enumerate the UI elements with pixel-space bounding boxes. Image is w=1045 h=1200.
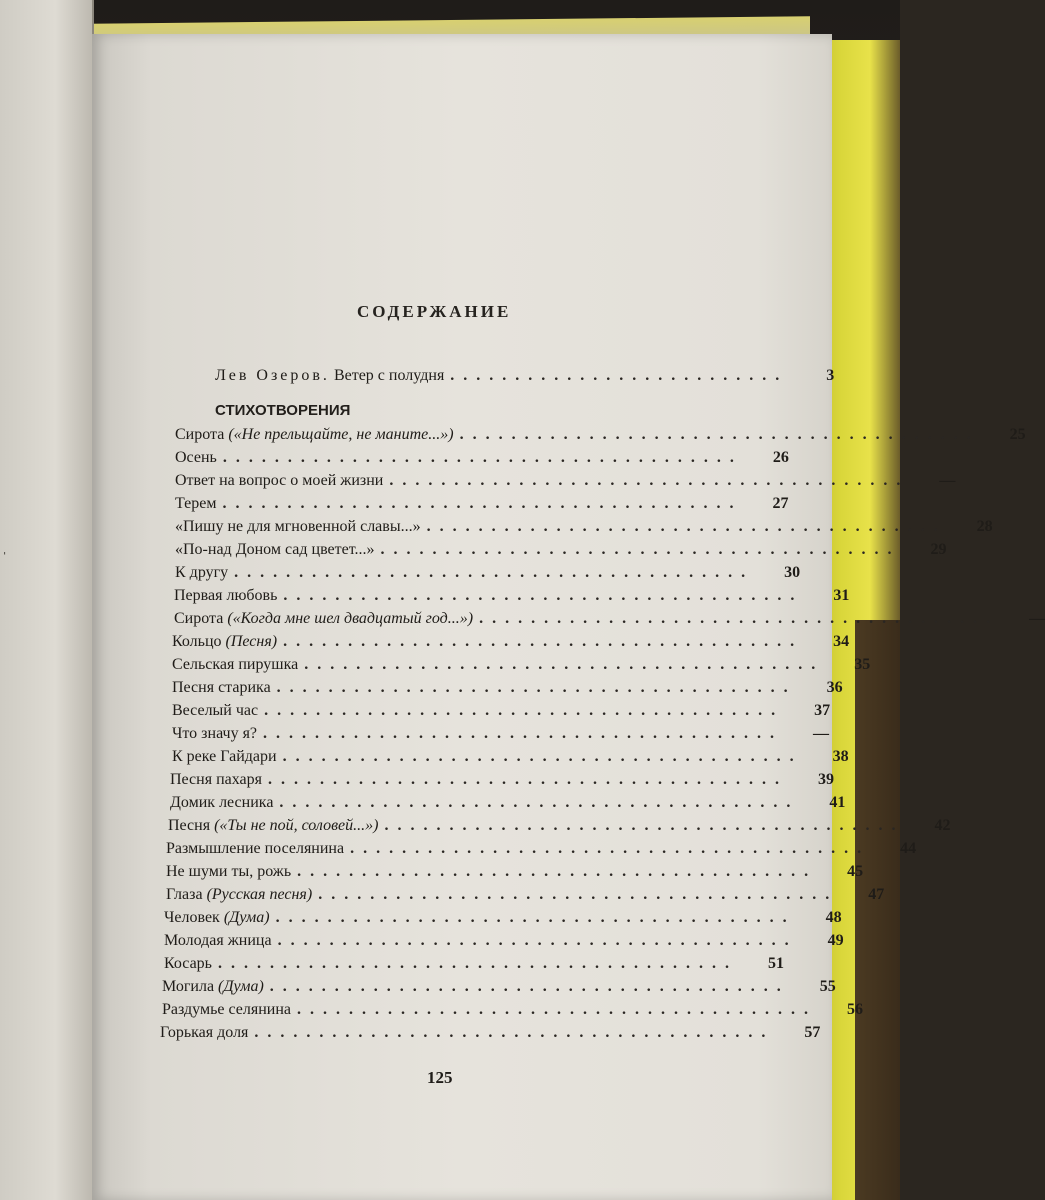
leader-dots: ........................................ (459, 426, 980, 443)
toc-entry-page: 56 (847, 1001, 864, 1018)
toc-entry (172, 702, 831, 722)
contents-heading: СОДЕРЖАНИЕ (357, 302, 512, 321)
leader-dots: ........................................ (426, 518, 947, 535)
poem-title: Домик лесника (170, 794, 274, 811)
toc-entry-page: — (813, 725, 830, 742)
leader-dots: ........................................ (304, 656, 825, 673)
leader-dots: ........................................ (279, 794, 800, 811)
toc-entry-title (172, 633, 277, 651)
toc-entry (172, 633, 850, 653)
poem-subtitle: (Русская песня) (206, 886, 313, 903)
toc-entry-title (162, 1001, 291, 1019)
toc-entry (168, 817, 951, 837)
poem-subtitle: (Дума) (223, 909, 270, 926)
poem-title: Первая любовь (174, 587, 278, 604)
toc-entry-title (175, 472, 383, 490)
toc-entry-title (174, 587, 277, 605)
toc-entry-page: 57 (804, 1024, 821, 1041)
leader-dots: ........................................ (283, 587, 804, 604)
toc-entry-title (166, 863, 291, 881)
toc-entry-title (164, 909, 270, 927)
toc-entry-page: 27 (772, 495, 789, 512)
toc-entry-page: 34 (833, 633, 850, 650)
toc-entry (175, 541, 947, 561)
toc-entry-title (175, 426, 454, 444)
toc-entry (166, 886, 885, 906)
toc-entry (172, 748, 849, 768)
leader-dots: ........................................ (350, 840, 871, 857)
toc-entry-page: 38 (832, 748, 849, 765)
toc-entry-title (164, 932, 272, 950)
toc-entry-page: 25 (1009, 426, 1026, 443)
toc-entry (164, 955, 784, 975)
toc-entry (175, 426, 1026, 446)
toc-entry-title (164, 955, 212, 973)
toc-entry (175, 518, 993, 538)
leader-dots: ........................................ (479, 610, 1000, 627)
poem-title: К другу (175, 564, 229, 581)
toc-entry-page: 55 (819, 978, 836, 995)
poem-title: Не шуми ты, рожь (166, 863, 292, 880)
poem-title: Могила (162, 978, 219, 995)
toc-entry (166, 840, 917, 860)
toc-entry (164, 909, 842, 929)
leader-dots: ........................................ (268, 771, 788, 788)
toc-entry-title (170, 771, 262, 789)
toc-entry-title (172, 679, 271, 697)
toc-entry-page: 44 (900, 840, 917, 857)
poem-title: Кольцо (172, 633, 226, 650)
poem-title: Горькая доля (160, 1024, 249, 1041)
poem-title: Что значу я? (172, 725, 258, 742)
toc-entry-title (172, 656, 298, 674)
toc-entry-page: 28 (976, 518, 993, 535)
leader-dots: ........................................ (254, 1024, 775, 1041)
leader-dots: ........................................ (276, 679, 797, 696)
poem-title: К реке Гайдари (172, 748, 277, 765)
leader-dots: ........................................ (222, 449, 743, 466)
toc-entry-page: 35 (854, 656, 871, 673)
leader-dots: ........................................ (283, 633, 804, 650)
left-facing-page (0, 0, 94, 1200)
toc-entry-page: 41 (829, 794, 846, 811)
poem-title: Сельская пирушка (172, 656, 299, 673)
toc-entry-title (160, 1024, 248, 1042)
poem-title: «По-над Доном сад цветет...» (175, 541, 375, 558)
toc-entry-page: 39 (818, 771, 834, 788)
poem-title: Веселый час (172, 702, 259, 719)
left-page-mark: ˌ (2, 538, 8, 555)
toc-entry-page: 26 (772, 449, 789, 466)
toc-entry-title (175, 449, 217, 467)
toc-entry-title (172, 702, 258, 720)
toc-entry (162, 978, 836, 998)
poem-title: Сирота (174, 610, 228, 627)
toc-entry-title (175, 518, 421, 536)
poem-title: Осень (175, 449, 217, 466)
poem-title: Молодая жница (164, 932, 272, 949)
toc-entry (172, 679, 843, 699)
toc-entry-page: 49 (827, 932, 844, 949)
toc-entry-title (168, 817, 378, 835)
toc-entry (175, 495, 789, 515)
toc-entry-title (162, 978, 264, 996)
toc-entry-page: 30 (784, 564, 801, 581)
poem-title: Размышление поселянина (166, 840, 345, 857)
page-number: 125 (427, 1068, 453, 1087)
leader-dots: ........................................ (217, 955, 738, 972)
toc-entry-page: 48 (825, 909, 842, 926)
toc-entry-page: 29 (930, 541, 947, 558)
toc-entry-title (175, 495, 217, 513)
leader-dots: ........................................ (222, 495, 743, 512)
poem-subtitle: («Не прельщайте, не маните...») (228, 426, 454, 443)
poem-title: Ответ на вопрос о моей жизни (175, 472, 384, 489)
leader-dots: ........................................ (282, 748, 803, 765)
leader-dots: .......................... (450, 367, 789, 384)
toc-entry-page: 36 (826, 679, 843, 696)
poem-title: «Пишу не для мгновенной славы...» (175, 518, 421, 535)
leader-dots: ........................................ (384, 817, 905, 834)
toc-entry-page: 45 (847, 863, 864, 880)
intro-entry (215, 367, 835, 387)
toc-entry (162, 1001, 864, 1021)
poem-title: Сирота (175, 426, 229, 443)
poem-title: Человек (164, 909, 224, 926)
intro-author: Лев Озеров. (215, 367, 330, 384)
toc-entry-title (174, 610, 473, 628)
poem-subtitle: («Когда мне шел двадцатый год...») (227, 610, 474, 627)
toc-entry (175, 449, 789, 469)
toc-entry-page: 51 (767, 955, 784, 972)
toc-entry-page: 31 (833, 587, 850, 604)
leader-dots: ........................................ (277, 932, 798, 949)
toc-entry-title (172, 725, 257, 743)
cover-shadow (855, 620, 900, 1200)
toc-entry-title (175, 541, 375, 559)
toc-entry (166, 863, 864, 883)
poem-subtitle: («Ты не пой, соловей...») (214, 817, 379, 834)
toc-entry (175, 564, 801, 584)
toc-entry (170, 794, 846, 814)
intro-text (215, 367, 444, 385)
toc-entry-title (170, 794, 273, 812)
toc-entry (164, 932, 844, 952)
toc-entry (172, 656, 871, 676)
poem-title: Песня старика (172, 679, 271, 696)
leader-dots: ........................................ (380, 541, 901, 558)
intro-title: Ветер с полудня (329, 367, 445, 384)
toc-entry-page: 47 (868, 886, 885, 903)
leader-dots: ........................................ (297, 1001, 818, 1018)
toc-entry-page: — (1029, 610, 1045, 627)
toc-entry (170, 771, 834, 791)
leader-dots: ........................................ (264, 702, 785, 719)
section-title: СТИХОТВОРЕНИЯ (215, 402, 351, 419)
toc-entry-title (166, 840, 344, 858)
toc-entry (174, 587, 850, 607)
poem-title: Терем (175, 495, 217, 512)
toc-entry-page: 37 (814, 702, 831, 719)
poem-title: Косарь (164, 955, 212, 972)
toc-entry-page: — (939, 472, 956, 489)
toc-entry (174, 610, 1045, 630)
leader-dots: ........................................ (269, 978, 790, 995)
poem-subtitle: (Дума) (218, 978, 264, 995)
leader-dots: ........................................ (234, 564, 755, 581)
poem-title: Песня пахаря (170, 771, 262, 788)
poem-title: Глаза (166, 886, 207, 903)
leader-dots: ........................................ (389, 472, 910, 489)
toc-entry (172, 725, 830, 745)
toc-entry (175, 472, 956, 492)
leader-dots: ........................................ (318, 886, 839, 903)
leader-dots: ........................................ (297, 863, 818, 880)
toc-entry-page: 42 (934, 817, 951, 834)
toc-entry-title (175, 564, 228, 582)
leader-dots: ........................................ (263, 725, 784, 742)
poem-title: Раздумье селянина (162, 1001, 292, 1018)
poem-subtitle: (Песня) (225, 633, 278, 650)
leader-dots: ........................................ (275, 909, 796, 926)
toc-entry (160, 1024, 821, 1044)
toc-entry-title (166, 886, 312, 904)
poem-title: Песня (168, 817, 215, 834)
intro-page: 3 (826, 367, 835, 384)
toc-entry-title (172, 748, 277, 766)
